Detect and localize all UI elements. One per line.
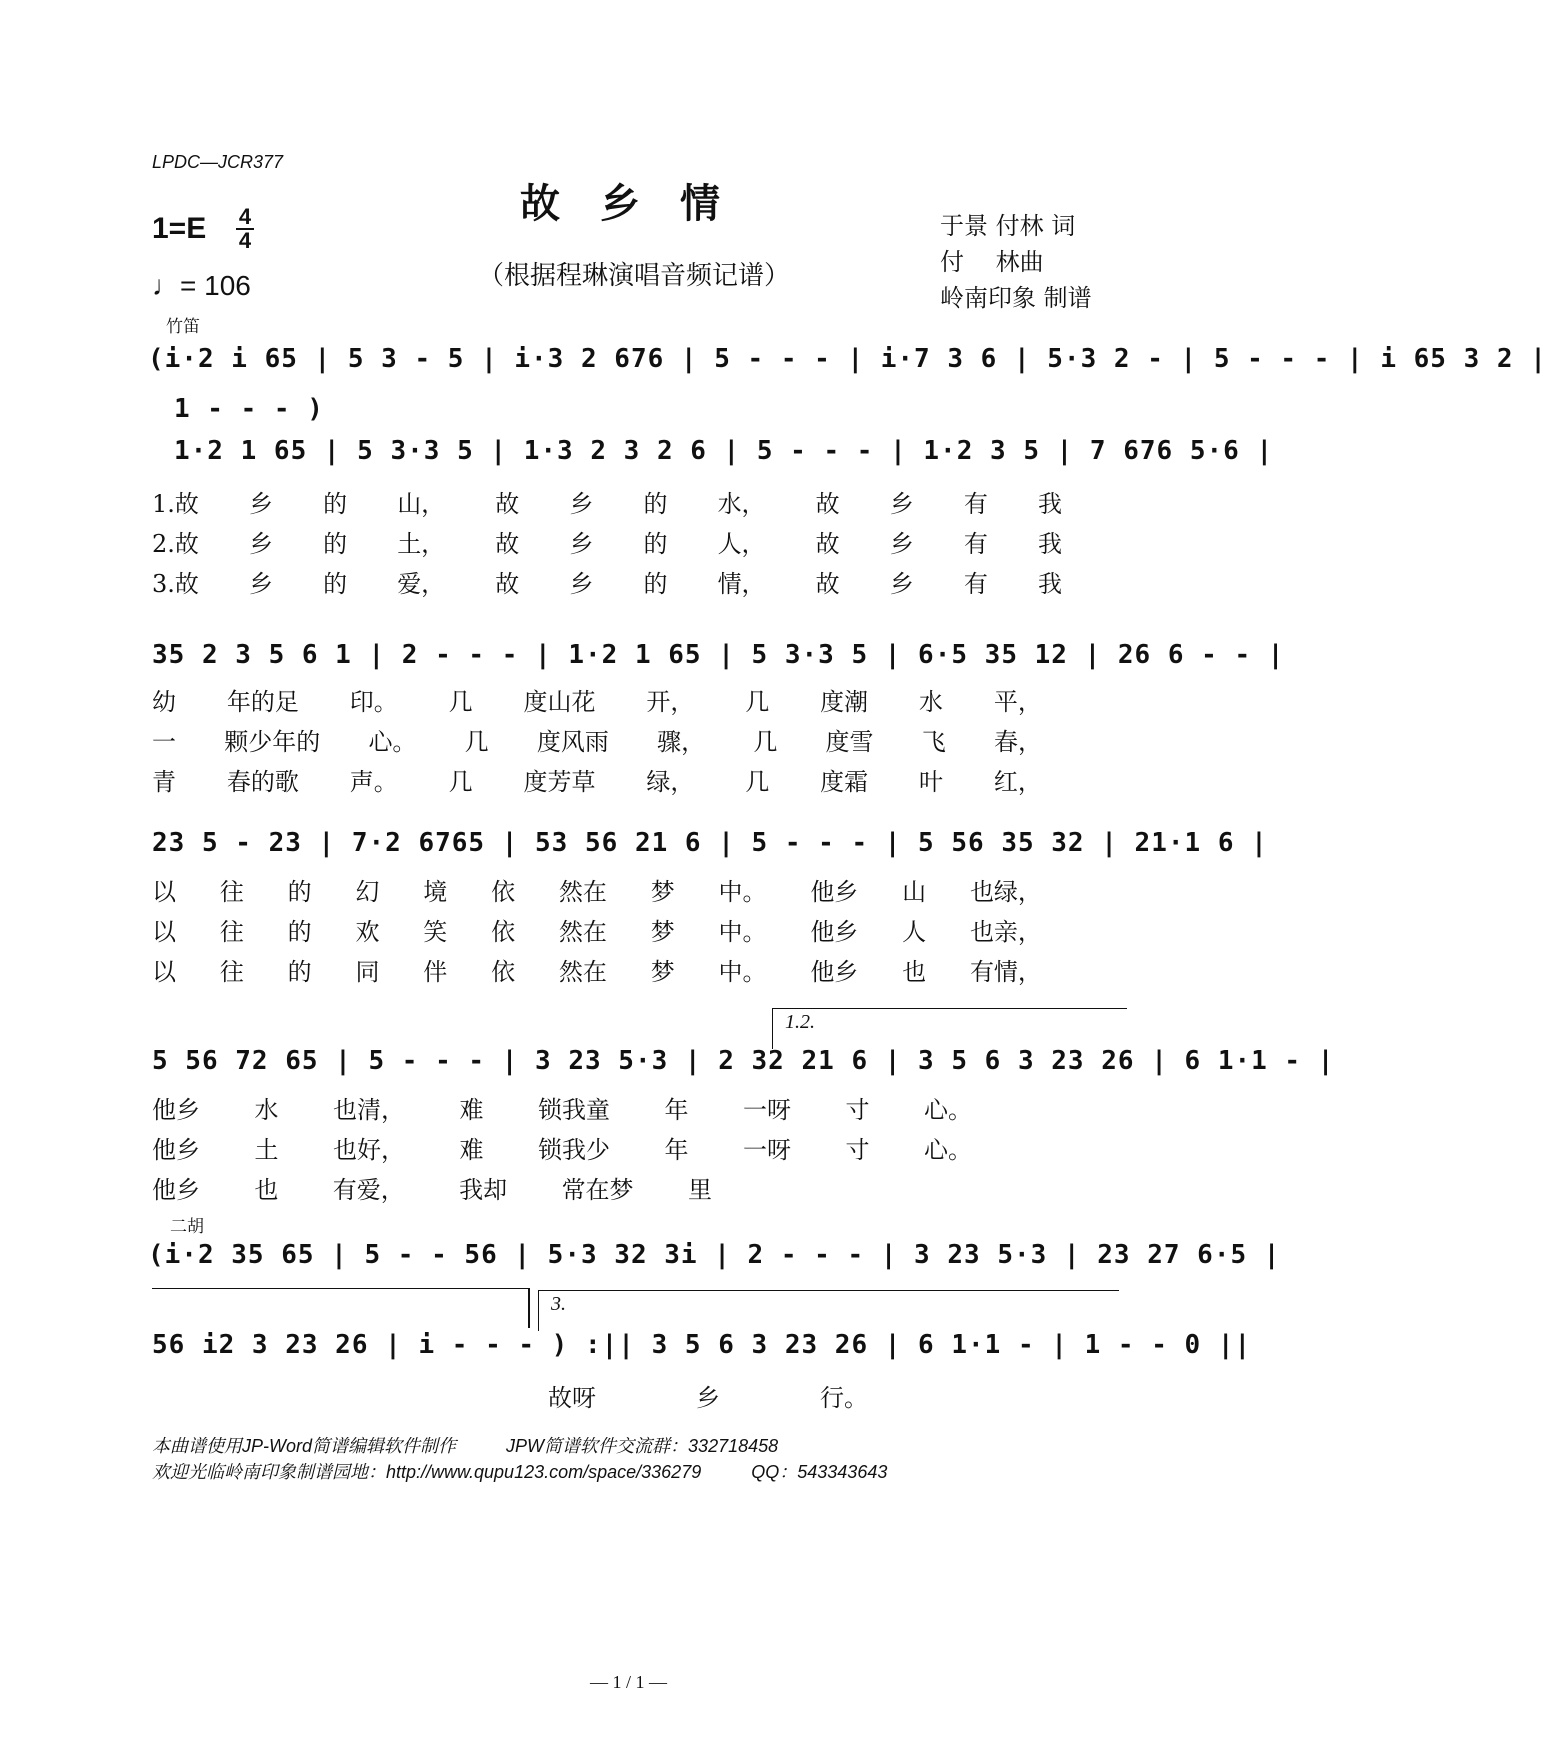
lyric-word: 人: [902, 918, 927, 946]
lyric-word: 一呀: [743, 1136, 791, 1164]
lyric-word: 红，: [993, 768, 1042, 796]
lyric-word: 年的足: [226, 688, 299, 716]
lyric-word: 度芳草: [523, 768, 596, 796]
lyrics-verse-row: [152, 484, 1062, 519]
lyric-word: 乡: [249, 530, 273, 558]
lyric-word: 常在梦: [561, 1176, 634, 1204]
lyric-word: 以: [152, 918, 176, 946]
lyric-word: 几: [448, 768, 473, 796]
lyric-word: 乡: [696, 1384, 720, 1412]
lyric-word: 以: [152, 958, 176, 986]
lyrics-verse-row: [152, 872, 1042, 907]
lyric-word: 水: [919, 688, 943, 716]
lyric-word: 2.故: [152, 530, 199, 558]
lyrics-verse-row: [152, 952, 1042, 987]
page-number: — 1 / 1 —: [590, 1672, 668, 1692]
lyric-word: 我: [1037, 490, 1062, 518]
lyric-word: 几: [745, 688, 770, 716]
lyric-word: 行。: [820, 1384, 868, 1412]
lyric-word: 山，: [397, 490, 446, 518]
lyric-word: 他乡: [152, 1096, 200, 1124]
lyric-word: 人，: [717, 530, 766, 558]
footer-line-1: [152, 1432, 778, 1458]
lyric-word: 以: [152, 878, 176, 906]
lyric-word: 度潮: [820, 688, 869, 716]
lyric-word: 度风雨: [536, 728, 609, 756]
lyric-word: 幼: [152, 688, 176, 716]
lyric-word: 然在: [558, 958, 607, 986]
lyric-word: 梦: [650, 918, 675, 946]
lyric-word: 青: [152, 768, 176, 796]
lyric-word: 中。: [718, 878, 767, 906]
composer-credit: 付 林曲: [940, 248, 1044, 276]
lyric-word: 乡: [569, 530, 594, 558]
lyric-word: 故: [815, 530, 840, 558]
lyric-word: 心。: [924, 1096, 972, 1124]
lyric-word: 伴: [423, 958, 448, 986]
tempo-marking: ♩= 106: [152, 270, 251, 301]
lyric-word: 有: [963, 490, 988, 518]
lyric-word: 故: [495, 570, 520, 598]
lyric-word: 开，: [646, 688, 695, 716]
lyric-word: 他乡: [810, 918, 859, 946]
lyric-word: 故: [815, 570, 840, 598]
notation-line-6: (i·2 35 65 | 5 - - 56 | 5·3 32 3i | 2 - - - | 3 23 5·3 | 23 27 6·5 |: [148, 1240, 1281, 1270]
notation-line-5: 5 56 72 65 | 5 - - - | 3 23 5·3 | 2 32 21 6 | 3 5 6 3 23 26 | 6 1·1 - |: [152, 1046, 1335, 1076]
lyric-word: 几: [464, 728, 489, 756]
notation-line-1b: 1 - - - ): [174, 394, 324, 424]
lyric-word: 乡: [889, 570, 914, 598]
lyric-word: 乡: [889, 490, 914, 518]
score-code: LPDC—JCR377: [152, 152, 284, 172]
lyric-word: 乡: [889, 530, 914, 558]
lyrics-verse-row: [152, 912, 1042, 947]
lyric-word: 乡: [249, 490, 273, 518]
lyric-word: 一: [152, 728, 176, 756]
lyric-word: 梦: [650, 878, 675, 906]
lyric-word: 有情，: [969, 958, 1042, 986]
lyrics-verse-row: [152, 1130, 972, 1165]
lyric-word: 往: [219, 958, 244, 986]
volta-second-label: 3.: [551, 1293, 566, 1315]
lyrics-verse-row: [152, 722, 1042, 757]
lyric-word: 境: [423, 878, 448, 906]
lyric-word: 土: [254, 1136, 279, 1164]
lyric-word: 度霜: [820, 768, 869, 796]
lyric-word: 有: [963, 530, 988, 558]
lyric-word: 寸: [845, 1096, 870, 1124]
lyric-word: 里: [687, 1176, 712, 1204]
notation-line-1: (i·2 i 65 | 5 3 - 5 | i·3 2 676 | 5 - - - | i·7 3 6 | 5·3 2 - | 5 - - - | i 65 3 2 |: [148, 344, 1547, 374]
lyricist-credit: 于景 付林 词: [940, 212, 1076, 240]
lyric-word: 印。: [349, 688, 398, 716]
key-signature: 1=E: [152, 212, 207, 245]
lyric-word: 故: [495, 490, 520, 518]
lyrics-verse-row: [152, 564, 1062, 599]
volta-first-continuation: [152, 1288, 530, 1289]
lyric-word: 平，: [993, 688, 1042, 716]
lyric-word: 难: [459, 1096, 484, 1124]
lyric-word: 也: [902, 958, 927, 986]
lyric-word: 情，: [717, 570, 766, 598]
footer-line-2: [152, 1458, 887, 1484]
lyric-word: 乡: [569, 490, 594, 518]
lyric-word: 他乡: [152, 1176, 200, 1204]
lyric-word: 锁我童: [538, 1096, 610, 1124]
arranger-credit: 岭南印象 制谱: [940, 284, 1092, 312]
lyric-word: 的: [643, 530, 668, 558]
lyrics-verse-row: [152, 762, 1042, 797]
lyric-word: 水: [254, 1096, 279, 1124]
lyric-word: 幻: [355, 878, 380, 906]
flute-label: 竹笛: [166, 317, 200, 337]
lyric-word: 有: [963, 570, 988, 598]
lyric-word: 几: [448, 688, 473, 716]
lyric-word: 心。: [924, 1136, 972, 1164]
lyric-word: 1.故: [152, 490, 199, 518]
meter-bottom: 4: [238, 228, 252, 253]
lyric-word: 骤，: [657, 728, 706, 756]
lyric-word: 年: [664, 1136, 689, 1164]
lyric-word: 我: [1037, 570, 1062, 598]
time-signature: [236, 206, 254, 252]
lyric-word: 依: [491, 918, 516, 946]
notation-line-7: 56 i2 3 23 26 | i - - - ) :|| 3 5 6 3 23 26 | 6 1·1 - | 1 - - 0 ||: [152, 1330, 1252, 1360]
lyric-word: 也: [254, 1176, 279, 1204]
notation-line-3: 35 2 3 5 6 1 | 2 - - - | 1·2 1 65 | 5 3·3 5 | 6·5 35 12 | 26 6 - - |: [152, 640, 1285, 670]
footer-qq-note: QQ：543343643: [751, 1462, 888, 1482]
lyric-word: 飞: [921, 728, 946, 756]
meter-top: 4: [238, 204, 252, 229]
lyric-word: 的: [323, 530, 348, 558]
lyric-word: 的: [643, 570, 668, 598]
lyrics-verse-row: [152, 1170, 712, 1205]
notation-line-4: 23 5 - 23 | 7·2 6765 | 53 56 21 6 | 5 - - - | 5 56 35 32 | 21·1 6 |: [152, 828, 1268, 858]
credits: [940, 208, 1092, 316]
volta-first-label: 1.2.: [785, 1011, 815, 1033]
lyric-word: 水，: [717, 490, 766, 518]
lyric-word: 也好，: [333, 1136, 405, 1164]
lyric-word: 难: [459, 1136, 484, 1164]
lyric-word: 他乡: [152, 1136, 200, 1164]
lyric-word: 的: [643, 490, 668, 518]
lyric-word: 的: [323, 490, 348, 518]
lyric-word: 乡: [569, 570, 594, 598]
lyric-word: 年: [664, 1096, 689, 1124]
lyric-word: 颗少年的: [224, 728, 321, 756]
lyric-word: 依: [491, 878, 516, 906]
volta-first-ending: [772, 1008, 1127, 1049]
volta-second-ending: [538, 1290, 1119, 1331]
lyric-word: 故: [815, 490, 840, 518]
lyric-word: 心。: [368, 728, 417, 756]
lyric-word: 中。: [718, 918, 767, 946]
lyric-word: 几: [745, 768, 770, 796]
lyric-word: 梦: [650, 958, 675, 986]
lyric-word: 往: [219, 918, 244, 946]
footer-website-note: 欢迎光临岭南印象制谱园地：http://www.qupu123.com/space/336279: [152, 1462, 702, 1482]
lyric-word: 笑: [423, 918, 448, 946]
lyric-word: 土，: [397, 530, 446, 558]
lyric-word: 中。: [718, 958, 767, 986]
lyrics-block-5: [548, 1378, 868, 1413]
lyrics-verse-row: [152, 1090, 972, 1125]
lyric-word: 有爱，: [332, 1176, 405, 1204]
lyric-word: 度雪: [825, 728, 874, 756]
footer-group-note: JPW简谱软件交流群：332718458: [506, 1436, 779, 1456]
lyric-word: 同: [355, 958, 380, 986]
lyric-word: 爱，: [397, 570, 446, 598]
lyric-word: 绿，: [646, 768, 695, 796]
lyric-word: 欢: [355, 918, 380, 946]
lyric-word: 我: [1037, 530, 1062, 558]
lyric-word: 寸: [845, 1136, 870, 1164]
lyric-word: 春，: [993, 728, 1042, 756]
notation-line-2: 1·2 1 65 | 5 3·3 5 | 1·3 2 3 2 6 | 5 - - - | 1·2 3 5 | 7 676 5·6 |: [174, 436, 1274, 466]
lyric-word: 乡: [249, 570, 273, 598]
erhu-label: 二胡: [170, 1217, 204, 1237]
lyric-word: 叶: [919, 768, 943, 796]
lyric-word: 3.故: [152, 570, 199, 598]
lyric-word: 一呀: [743, 1096, 791, 1124]
lyric-word: 往: [219, 878, 244, 906]
lyric-word: 几: [753, 728, 778, 756]
lyrics-verse-row: [152, 682, 1042, 717]
lyric-word: 依: [491, 958, 516, 986]
lyric-word: 也清，: [333, 1096, 405, 1124]
lyric-word: 山: [902, 878, 927, 906]
lyric-word: 他乡: [810, 878, 859, 906]
volta-first-end-hook: [528, 1288, 530, 1328]
lyric-word: 也绿，: [969, 878, 1042, 906]
lyric-word: 我却: [459, 1176, 508, 1204]
lyric-word: 故呀: [548, 1384, 596, 1412]
lyric-word: 的: [287, 878, 312, 906]
lyric-word: 度山花: [523, 688, 596, 716]
lyric-word: 的: [287, 918, 312, 946]
lyric-word: 然在: [558, 918, 607, 946]
footer-software-note: 本曲谱使用JP-Word简谱编辑软件制作: [152, 1436, 457, 1456]
song-subtitle: （根据程琳演唱音频记谱）: [478, 261, 791, 291]
lyric-word: 故: [495, 530, 520, 558]
lyric-word: 他乡: [810, 958, 859, 986]
lyric-word: 声。: [349, 768, 398, 796]
lyric-word: 也亲，: [969, 918, 1042, 946]
lyric-word: 然在: [558, 878, 607, 906]
song-title: 故乡情: [520, 180, 760, 227]
lyric-word: 的: [287, 958, 312, 986]
lyric-word: 的: [323, 570, 348, 598]
lyrics-verse-row: [152, 524, 1062, 559]
lyric-word: 锁我少: [538, 1136, 610, 1164]
lyric-word: 春的歌: [226, 768, 299, 796]
